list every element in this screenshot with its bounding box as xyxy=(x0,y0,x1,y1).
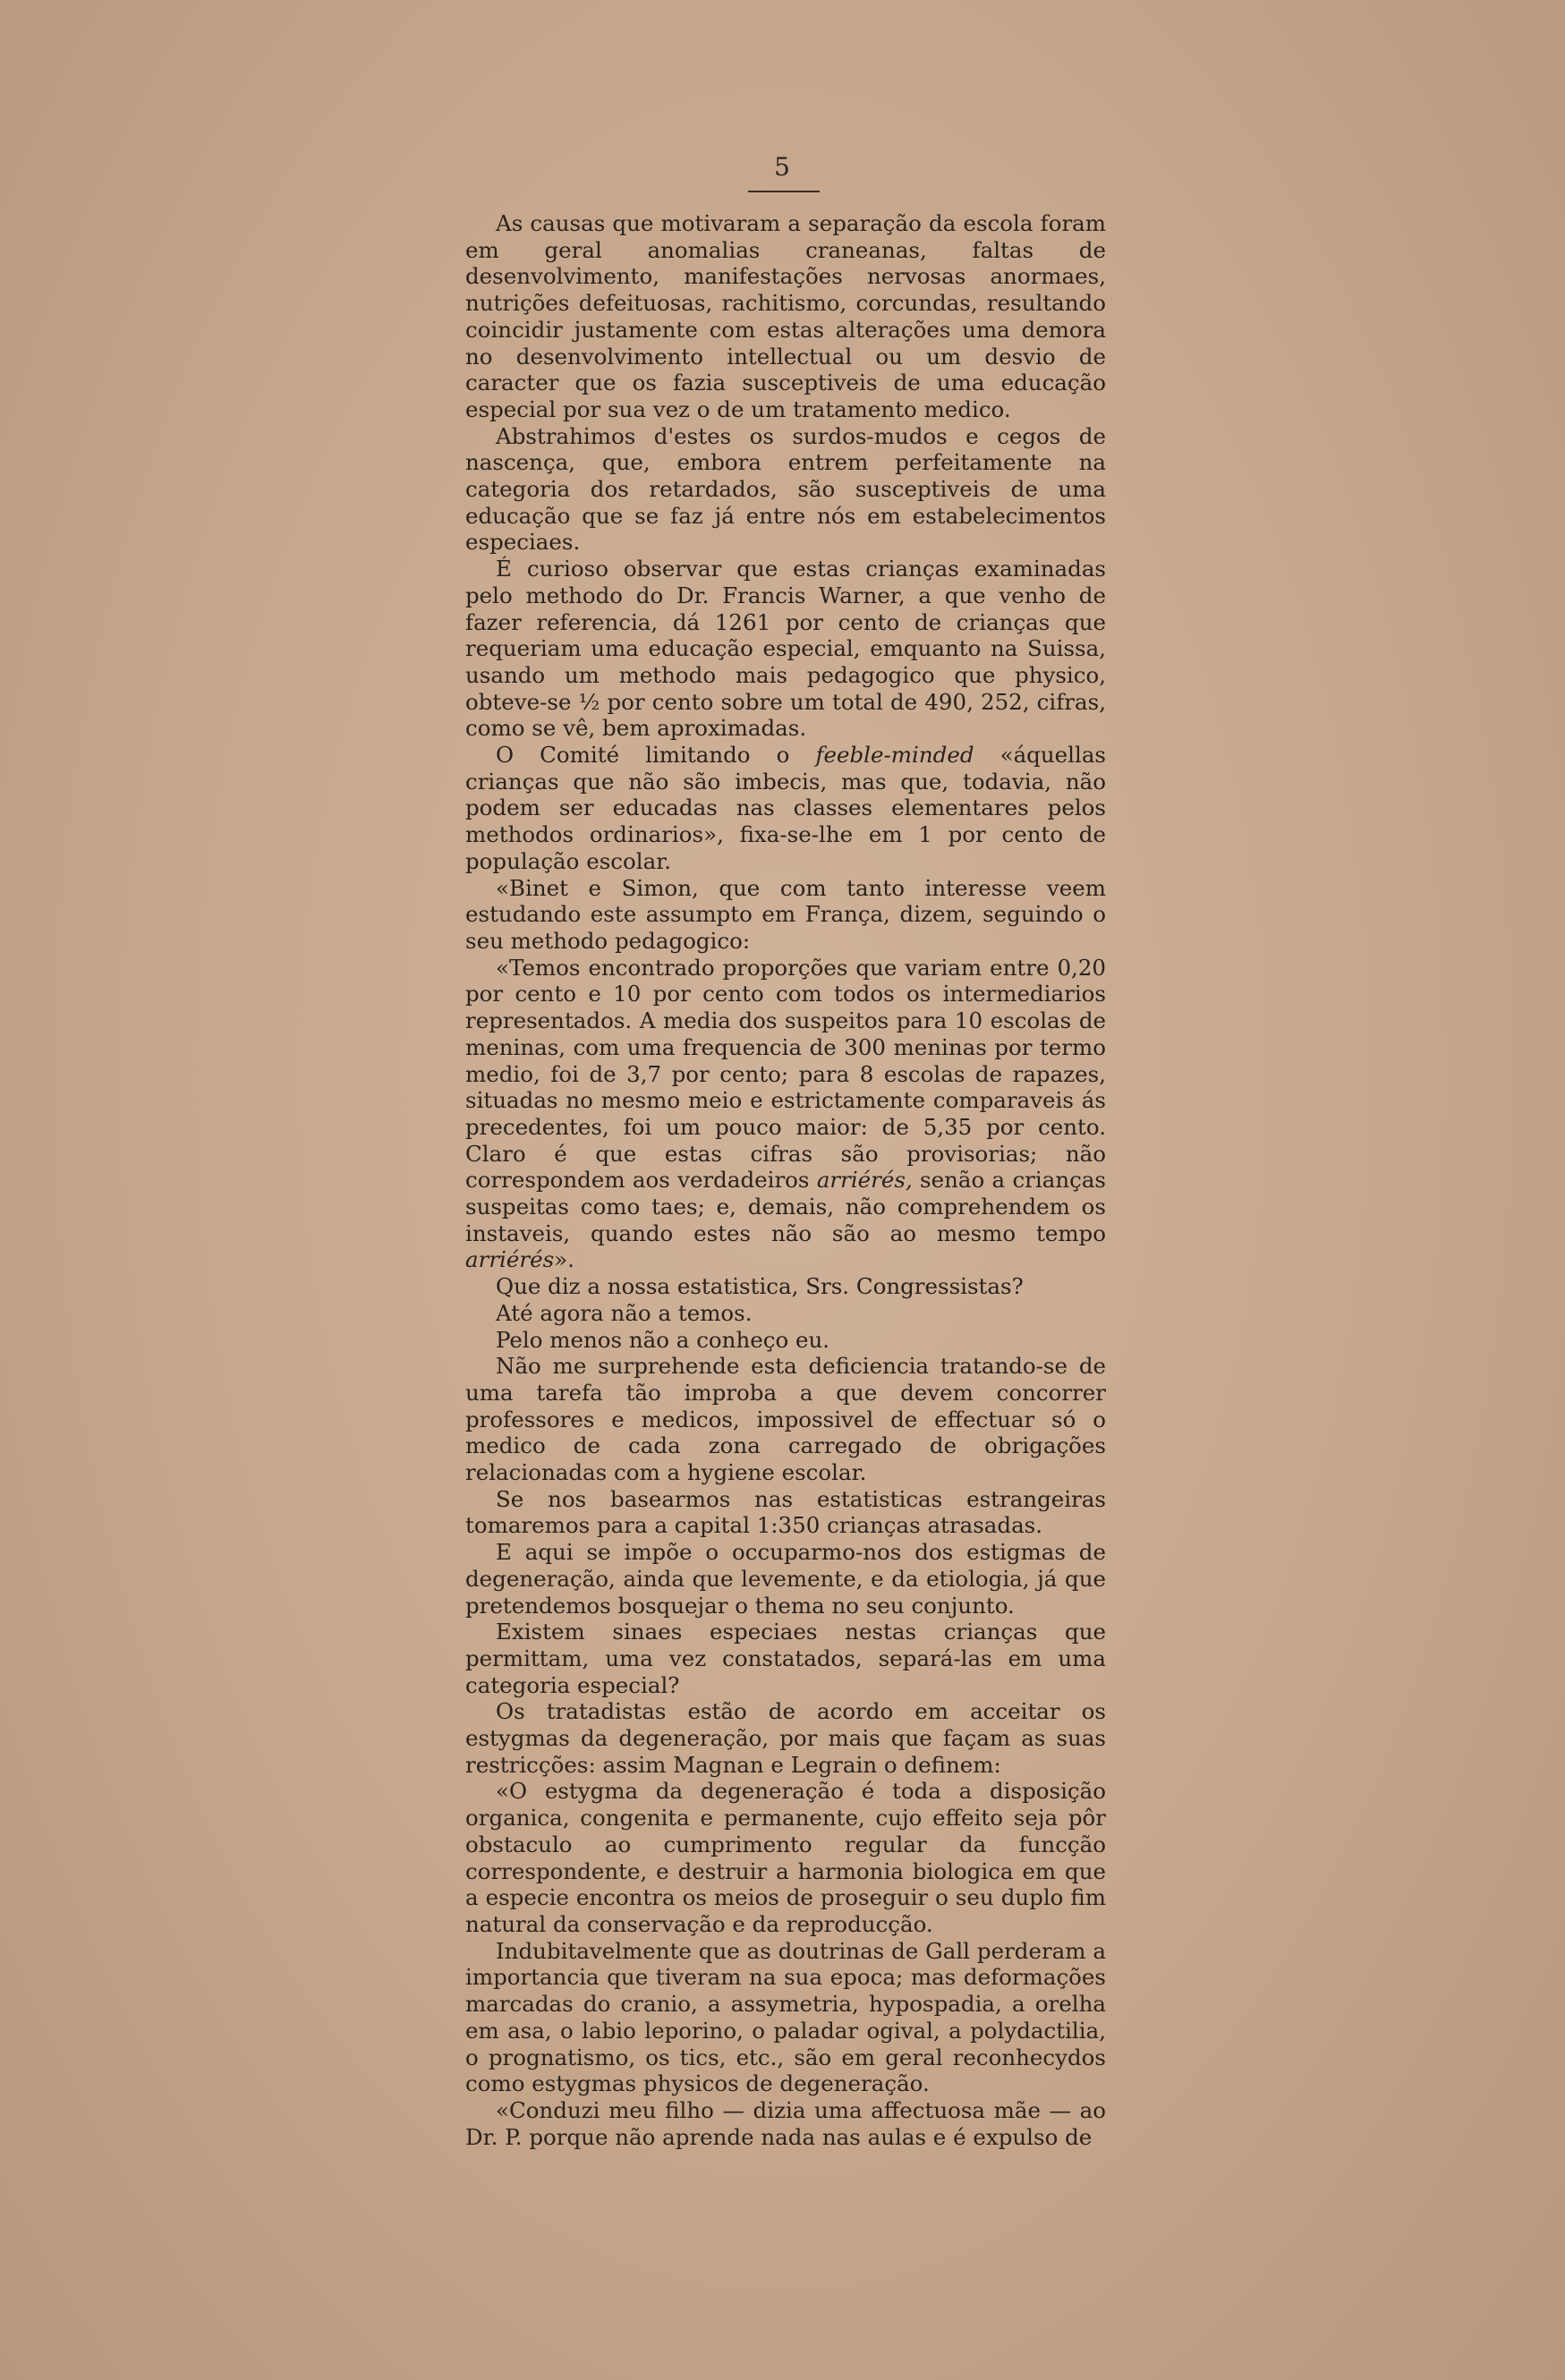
paragraph-definicao: «O estygma da degeneração é toda a disposição organica, congenita e permanente, cujo effeito seja pôr obstaculo ao cumprimento regular da funcção correspondente, e destruir a harmonia biologica em que a especie encontra os meios de proseguir o seu duplo fim natural da conservação e da reproducção. xyxy=(465,1778,1106,1937)
paragraph-comite: O Comité limitando o feeble-minded «áquellas crianças que não são imbecis, mas que, todavia, não podem ser educadas nas classes elementares pelos methodos ordinarios», fixa-se-lhe em 1 por cento de população escolar. xyxy=(465,742,1106,874)
paragraph-estigmas: E aqui se impõe o occuparmo-nos dos estigmas de degeneração, ainda que levemente, e da etiologia, já que pretendemos bosquejar o thema no seu conjunto. xyxy=(465,1539,1106,1619)
page-number-underline xyxy=(748,191,820,192)
paragraph-curioso: É curioso observar que estas crianças examinadas pelo methodo do Dr. Francis Warner, a que venho de fazer referencia, dá 1261 por cento de crianças que requeriam uma educação especial, emquanto na Suissa, usando um methodo mais pedagogico que physico, obteve-se ½ por cento sobre um total de 490, 252, cifras, como se vê, bem aproximadas. xyxy=(465,556,1106,742)
paragraph-binet: «Binet e Simon, que com tanto interesse veem estudando este assumpto em França, dizem, seguindo o seu methodo pedagogico: xyxy=(465,874,1106,954)
page-number: 5 xyxy=(774,152,791,182)
body-text xyxy=(465,210,1106,2150)
paragraph-temos: «Temos encontrado proporções que variam entre 0,20 por cento e 10 por cento com todos os intermediarios representados. A media dos suspeitos para 10 escolas de meninas, com uma frequencia de 300 meninas por termo medio, foi de 3,7 por cento; para 8 escolas de rapazes, situadas no mesmo meio e estrictamente comparaveis ás precedentes, foi um pouco maior: de 5,35 por cento. Claro é que estas cifras são provisorias; não correspondem aos verdadeiros arriérés, senão a crianças suspeitas como taes; e, demais, não comprehendem os instaveis, quando estes não são ao mesmo tempo arriérés». xyxy=(465,954,1106,1273)
paragraph-tratadistas: Os tratadistas estão de acordo em acceitar os estygmas da degeneração, por mais que façam as suas restricções: assim Magnan e Legrain o definem: xyxy=(465,1698,1106,1778)
paragraph-ate-agora: Até agora não a temos. xyxy=(496,1299,753,1326)
paragraph-pelo-menos: Pelo menos não a conheço eu. xyxy=(496,1326,830,1353)
paragraph-causas: As causas que motivaram a separação da escola foram em geral anomalias craneanas, faltas de desenvolvimento, manifestações nervosas anormaes, nutrições defeituosas, rachitismo, corcundas, resultando coincidir justamente com estas alterações uma demora no desenvolvimento intellectual ou um desvio de caracter que os fazia susceptiveis de uma educação especial por sua vez o de um tratamento medico. xyxy=(465,210,1106,422)
paragraph-sinaes: Existem sinaes especiaes nestas crianças que permittam, uma vez constatados, separá-las em uma categoria especial? xyxy=(465,1619,1106,1698)
paragraph-estatistica: Que diz a nossa estatistica, Srs. Congressistas? xyxy=(496,1273,1024,1300)
italic-term: arriérés, xyxy=(816,1167,913,1194)
italic-term: feeble-minded xyxy=(815,742,974,769)
paragraph-abstrahimos: Abstrahimos d'estes os surdos-mudos e cegos de nascença, que, embora entrem perfeitamente na categoria dos retardados, são susceptiveis de uma educação que se faz já entre nós em estabelecimentos especiaes. xyxy=(465,422,1106,556)
paragraph-basearmos: Se nos basearmos nas estatisticas estrangeiras tomaremos para a capital 1:350 crianças atrasadas. xyxy=(465,1485,1106,1539)
italic-term: arriérés xyxy=(465,1246,555,1273)
paragraph-conduzi: «Conduzi meu filho — dizia uma affectuosa mãe — ao Dr. P. porque não aprende nada nas aulas e é expulso de xyxy=(465,2096,1106,2150)
paragraph-gall: Indubitavelmente que as doutrinas de Gall perderam a importancia que tiveram na sua epoca; mas deformações marcadas do cranio, a assymetria, hypospadia, a orelha em asa, o labio leporino, o paladar ogival, a polydactilia, o prognatismo, os tics, etc., são em geral reconhecydos como estygmas physicos de degeneração. xyxy=(465,1937,1106,2097)
paragraph-surprehende: Não me surprehende esta deficiencia tratando-se de uma tarefa tão improba a que devem concorrer professores e medicos, impossivel de effectuar só o medico de cada zona carregado de obrigações relacionadas com a hygiene escolar. xyxy=(465,1353,1106,1486)
